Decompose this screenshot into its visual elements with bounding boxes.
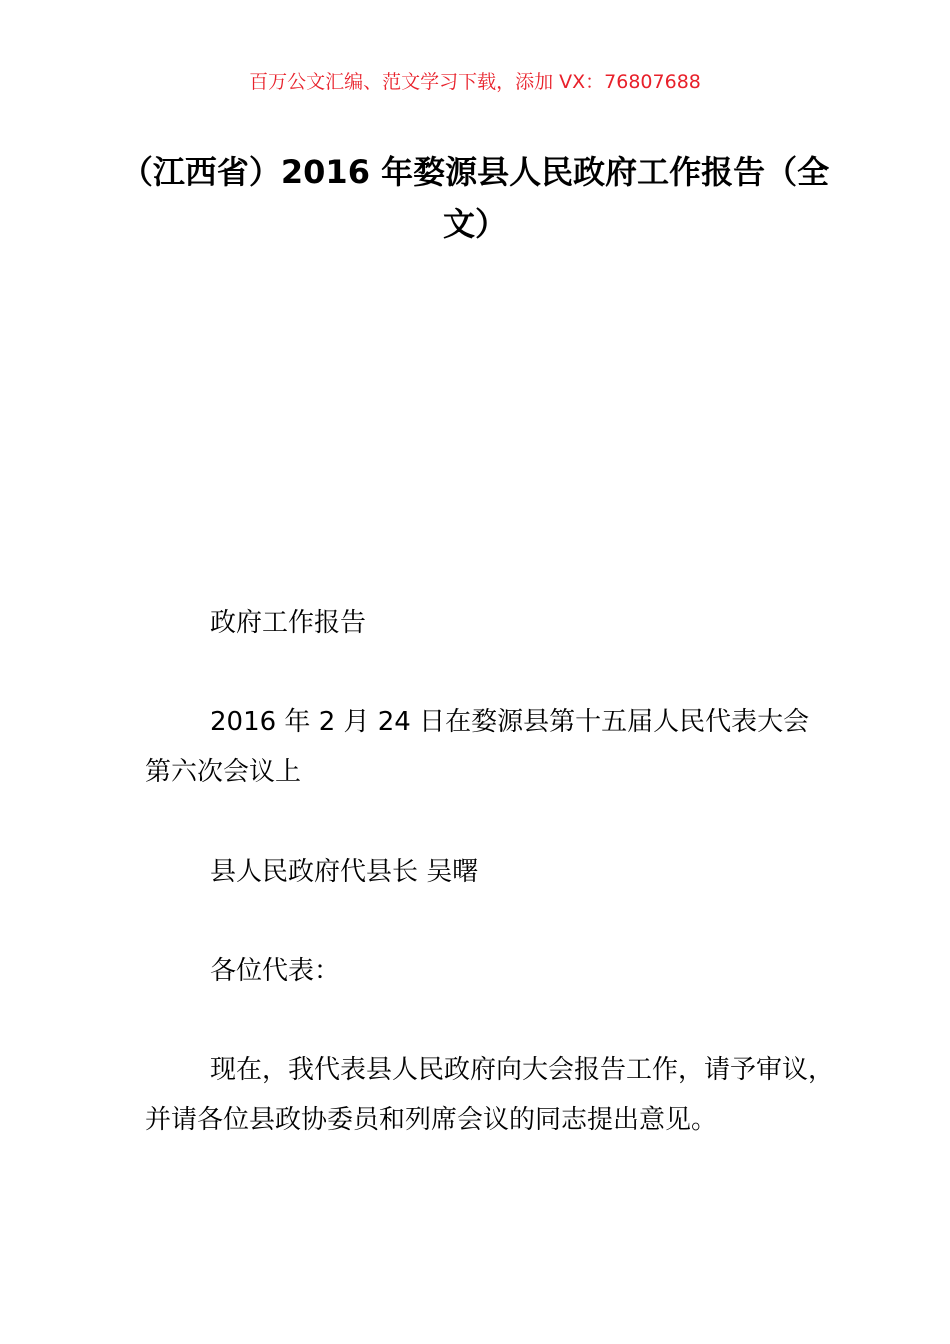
document-title: （江西省）2016 年婺源县人民政府工作报告（全文） bbox=[120, 153, 830, 243]
paragraph-speaker: 县人民政府代县长 吴曙 bbox=[210, 857, 479, 887]
paragraph-report-name: 政府工作报告 bbox=[210, 608, 367, 638]
paragraph-meeting-date: 2016 年 2 月 24 日在婺源县第十五届人民代表大会第六次会议上 bbox=[145, 707, 810, 787]
paragraph-opening: 现在，我代表县人民政府向大会报告工作，请予审议，并请各位县政协委员和列席会议的同志提出意见。 bbox=[145, 1055, 835, 1135]
header-promo-text: 百万公文汇编、范文学习下载，添加 VX：76807688 bbox=[249, 71, 701, 93]
paragraph-salutation: 各位代表： bbox=[210, 956, 341, 986]
